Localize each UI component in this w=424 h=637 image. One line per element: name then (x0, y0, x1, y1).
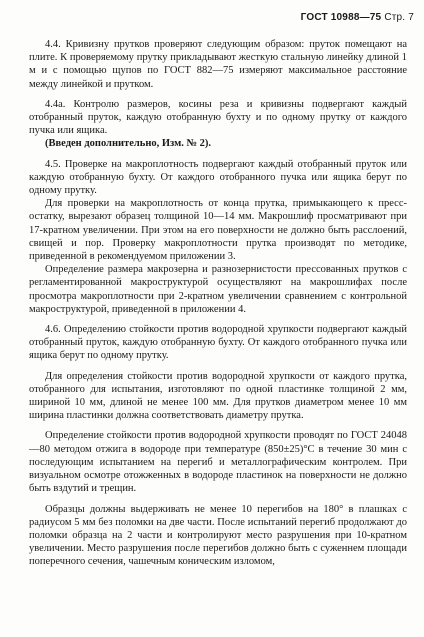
document-body (29, 38, 407, 569)
paragraph-4-5: 4.5. Проверке на макроплотность подвергают каждый отобранный пруток или каждую отобранную бухту. От каждого отобранного пучка или ящика берут по одному прутку. (29, 158, 407, 197)
paragraph-4-4a: 4.4а. Контролю размеров, косины реза и кривизны подвергают каждый отобранный пруток, каждую отобранную бухту и по одному прутку от каждого пучка или ящика. (29, 98, 407, 137)
gost-number: ГОСТ 10988—75 (300, 12, 382, 23)
paragraph-macrograin: Определение размера макрозерна и разнозернистости прессованных прутков с регламентированной макроструктурой осуществляют на макрошлифах после просмотра макроплотности при 2-кратном увеличении сравнением с контрольной макроструктурой, приведенной в приложении 4. (29, 264, 407, 315)
paragraph-sample-prep: Для определения стойкости против водородной хрупкости от каждого прутка, отобранного для испытания, изготовляют по одной пластинке толщиной 2 мм, шириной 10 мм, длиной не менее 100 мм. Для прутков диаметром менее 10 мм ширина пластинки должна соответствовать диаметру прутка. (29, 370, 407, 422)
page-number: Стр. 7 (384, 12, 414, 23)
page-header (301, 12, 414, 23)
paragraph-4-6: 4.6. Определению стойкости против водородной хрупкости подвергают каждый отобранный пруток, каждую отобранную бухту. От каждого отобранного пучка или ящика берут по одному прутку. (29, 324, 407, 362)
paragraph-bend-test: Образцы должны выдерживать не менее 10 перегибов на 180° в плашках с радиусом 5 мм без поломки на две части. После испытаний перегиб продолжают до поломки образца на 2 части и контролируют место разрушения при 10-кратном увеличении. Место разрушения после перегибов должно быть с суженнем площади поперечного сечения, чашечным коническим изломом, (29, 503, 407, 568)
amendment-note: (Введен дополнительно, Изм. № 2). (45, 138, 212, 150)
paragraph-hydrogen-test: Определение стойкости против водородной хрупкости проводят по ГОСТ 24048—80 методом отжига в водороде при температуре (850±25)°С в течение 30 мин с последующим испытанием на перегиб и металлографическим контролем. При визуальном осмотре отожженных в водороде пластинок на поверхности не должно быть вздутий и трещин. (29, 430, 407, 495)
paragraph-4-4: 4.4. Кривизну прутков проверяют следующим образом: пруток помещают на плите. К проверяемому прутку прикладывают жесткую стальную линейку длиной 1 м и с помощью щупов по ГОСТ 882—75 измеряют максимальное расстояние между линейкой и прутком. (29, 39, 407, 90)
paragraph-macro-density: Для проверки на макроплотность от конца прутка, примыкающего к пресс-остатку, вырезают образец толщиной 10—14 мм. Макрошлиф просматривают при 17-кратном увеличении. При этом на его поверхности не должно быть расслоений, свищей и пор. Проверку макроплотности прутка производят по методике, приведенной в рекомендуемом приложении 3. (29, 198, 407, 263)
